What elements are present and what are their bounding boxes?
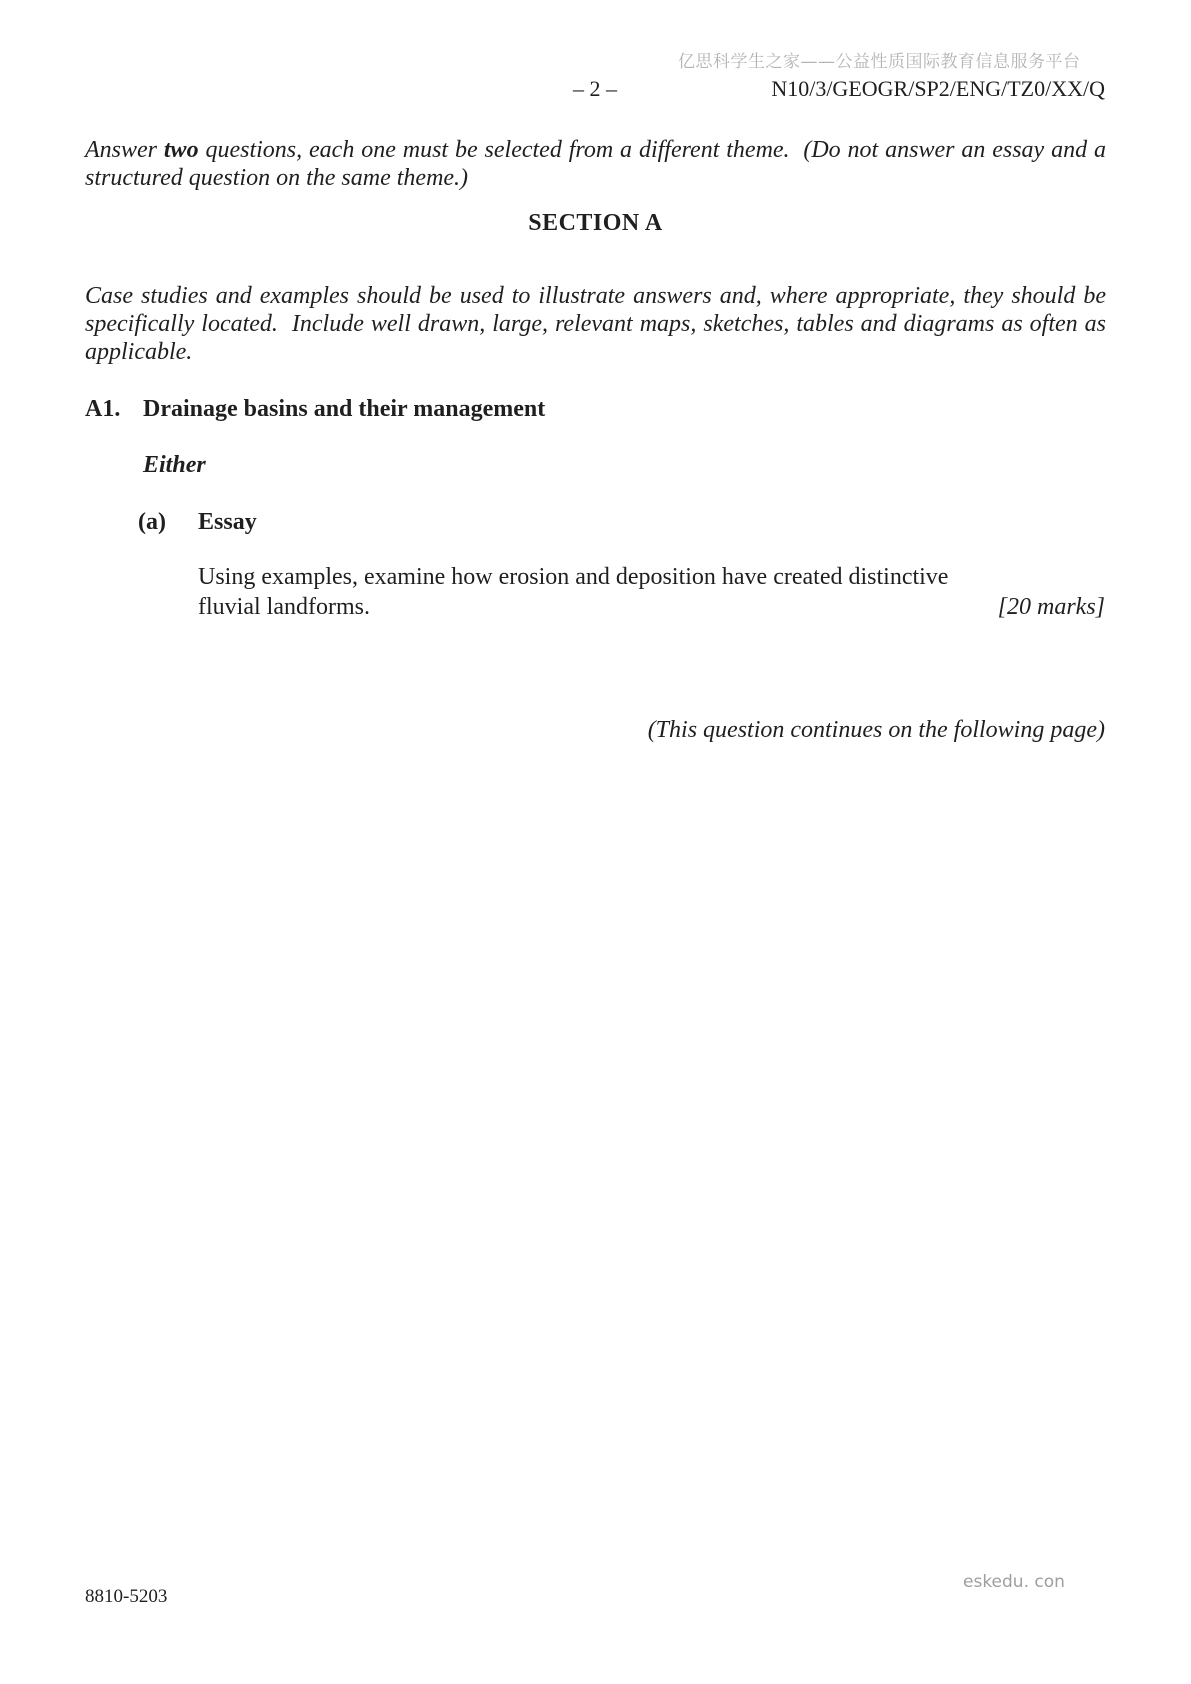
- part-heading: [138, 508, 257, 536]
- question-prompt: [198, 562, 1105, 622]
- prompt-line-2-row: [198, 592, 1105, 622]
- question-heading: [85, 395, 545, 423]
- section-title: SECTION A: [528, 210, 663, 236]
- question-number: A1.: [85, 396, 121, 422]
- continuation-note: (This question continues on the following page): [647, 717, 1105, 743]
- part-title: Essay: [198, 509, 257, 535]
- marks-label: [20 marks]: [997, 594, 1105, 620]
- site-watermark: eskedu. con: [963, 1572, 1065, 1592]
- instructions-prefix: Answer: [85, 137, 164, 163]
- prompt-line-1: Using examples, examine how erosion and deposition have created distinctive: [198, 564, 949, 590]
- question-title: Drainage basins and their management: [143, 396, 546, 422]
- instructions-bold-word: two: [163, 137, 199, 163]
- footer-paper-number: 8810-5203: [85, 1586, 168, 1607]
- either-label: Either: [143, 452, 206, 478]
- section-rubric: Case studies and examples should be used to illustrate answers and, where appropriate, they should be specifically located. Include well drawn, large, relevant maps, sketches, tables and diagrams as often as applicable.: [85, 283, 1112, 365]
- answer-instructions: [85, 136, 1112, 192]
- part-label: (a): [138, 509, 166, 535]
- instructions-suffix: questions, each one must be selected from a different theme. (Do not answer an essay and a structured question on the same theme.): [85, 137, 1112, 191]
- page-header: [85, 76, 1105, 102]
- page-number: – 2 –: [573, 76, 617, 101]
- paper-code: N10/3/GEOGR/SP2/ENG/TZ0/XX/Q: [771, 76, 1105, 101]
- chinese-watermark-text: 亿思科学生之家——公益性质国际教育信息服务平台: [678, 52, 1081, 72]
- prompt-line-2: fluvial landforms.: [198, 594, 370, 620]
